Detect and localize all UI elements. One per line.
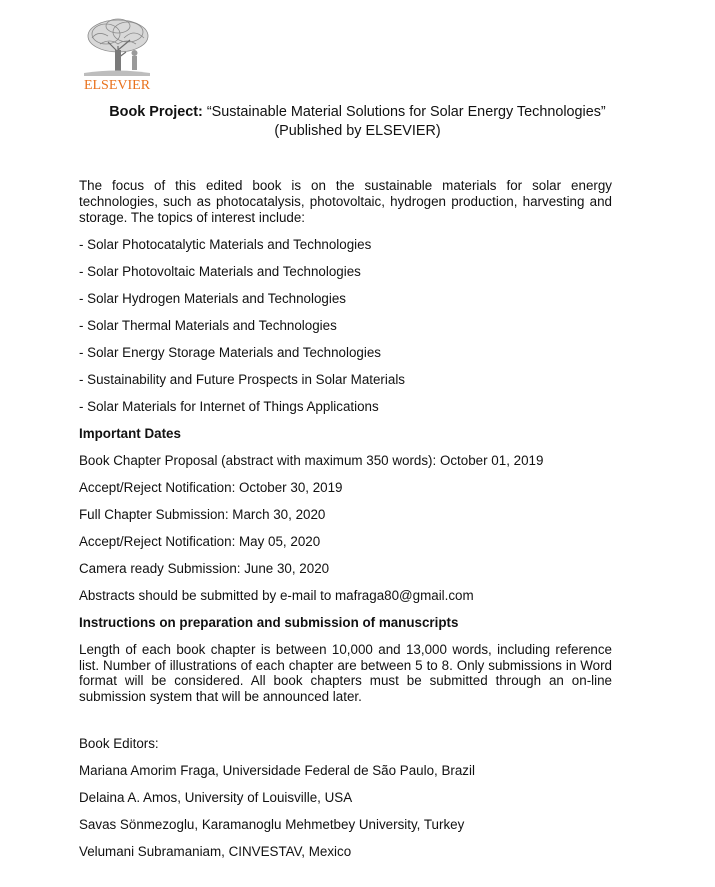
- topic-item: - Sustainability and Future Prospects in Solar Materials: [79, 372, 405, 387]
- instructions-heading: Instructions on preparation and submission of manuscripts: [79, 615, 459, 630]
- elsevier-wordmark: ELSEVIER: [83, 78, 151, 93]
- abstracts-email-note: Abstracts should be submitted by e-mail to mafraga80@gmail.com: [79, 588, 474, 603]
- intro-paragraph: The focus of this edited book is on the sustainable materials for solar energy technologies, such as photocatalysis, photovoltaic, hydrogen production, harvesting and storage. The topics of interest include:: [79, 178, 612, 225]
- date-item: Book Chapter Proposal (abstract with maximum 350 words): October 01, 2019: [79, 453, 544, 468]
- date-item: Camera ready Submission: June 30, 2020: [79, 561, 330, 576]
- editor-item: Delaina A. Amos, University of Louisville, USA: [79, 790, 353, 805]
- document-body: [79, 178, 612, 871]
- date-item: Accept/Reject Notification: October 30, 2019: [79, 480, 343, 495]
- title-subtitle: (Published by ELSEVIER): [274, 123, 441, 139]
- topic-item: - Solar Materials for Internet of Things Applications: [79, 399, 379, 414]
- book-editors-label: Book Editors:: [79, 736, 159, 751]
- editor-item: Mariana Amorim Fraga, Universidade Federal de São Paulo, Brazil: [79, 763, 475, 778]
- topic-item: - Solar Thermal Materials and Technologies: [79, 318, 337, 333]
- title-block: [0, 103, 715, 141]
- title-text: “Sustainable Material Solutions for Solar Energy Technologies”: [206, 104, 606, 120]
- date-item: Full Chapter Submission: March 30, 2020: [79, 507, 326, 522]
- instructions-paragraph: Length of each book chapter is between 10,000 and 13,000 words, including reference list. Number of illustrations of each chapter are between 5 to 8. Only submissions in Word format will be considered. All book chapters must be submitted through an on-line submission system that will be announced later.: [79, 642, 612, 704]
- editor-item: Savas Sönmezoglu, Karamanoglu Mehmetbey University, Turkey: [79, 817, 465, 832]
- topic-item: - Solar Photocatalytic Materials and Technologies: [79, 237, 372, 252]
- editor-item: Velumani Subramaniam, CINVESTAV, Mexico: [79, 844, 352, 859]
- topic-item: - Solar Hydrogen Materials and Technologies: [79, 291, 346, 306]
- topic-item: - Solar Photovoltaic Materials and Technologies: [79, 264, 361, 279]
- date-item: Accept/Reject Notification: May 05, 2020: [79, 534, 321, 549]
- title-prefix: Book Project:: [109, 104, 203, 120]
- tree-icon: [78, 16, 156, 78]
- important-dates-heading: Important Dates: [79, 426, 181, 441]
- topic-item: - Solar Energy Storage Materials and Technologies: [79, 345, 381, 360]
- page-title: [0, 103, 715, 122]
- elsevier-logo: [78, 16, 156, 94]
